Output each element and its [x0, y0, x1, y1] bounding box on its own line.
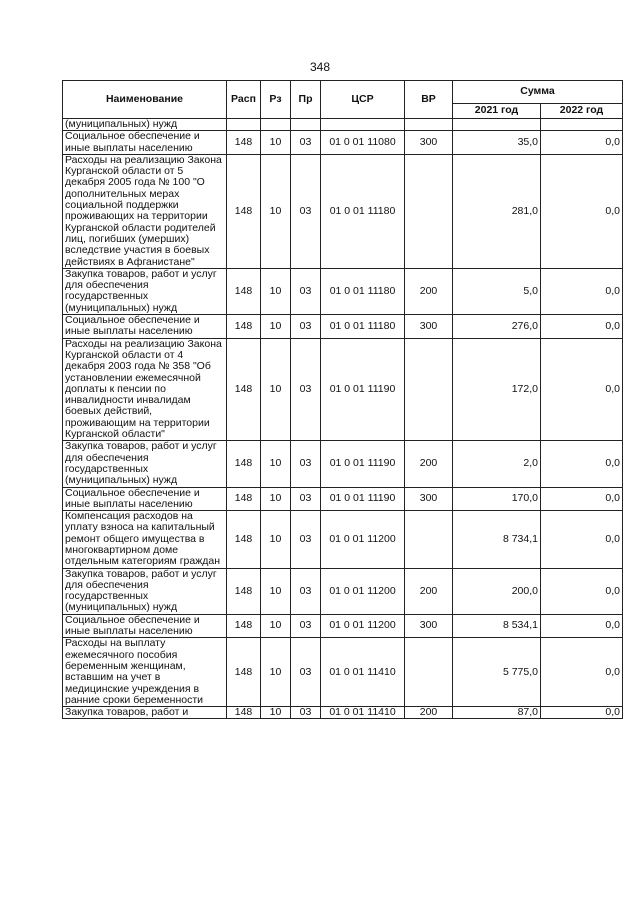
table-row — [63, 131, 623, 155]
table-header-row — [63, 81, 623, 104]
row-pr: 03 — [291, 707, 321, 719]
row-csr: 01 0 01 11200 — [321, 568, 405, 614]
row-rasp: 148 — [227, 614, 261, 638]
row-csr: 01 0 01 11410 — [321, 638, 405, 707]
row-sum-2022: 0,0 — [541, 131, 623, 155]
row-rz: 10 — [261, 614, 291, 638]
table-row — [63, 119, 623, 131]
row-name: Расходы на реализацию Закона Курганской области от 4 декабря 2003 года № 358 "Об установлении ежемесячной доплаты к пенсии по инвалидности инвалидам боевых действий, проживающим на территории Курганской области" — [63, 338, 227, 441]
header-2022: 2022 год — [541, 104, 623, 119]
row-rz: 10 — [261, 315, 291, 339]
row-pr: 03 — [291, 154, 321, 268]
row-pr — [291, 119, 321, 131]
row-csr: 01 0 01 11410 — [321, 707, 405, 719]
row-name: Социальное обеспечение и иные выплаты населению — [63, 487, 227, 511]
row-sum-2021: 5,0 — [453, 268, 541, 314]
row-vr — [405, 154, 453, 268]
row-vr: 300 — [405, 487, 453, 511]
table-row — [63, 315, 623, 339]
row-name: Социальное обеспечение и иные выплаты населению — [63, 131, 227, 155]
row-pr: 03 — [291, 315, 321, 339]
row-rz: 10 — [261, 441, 291, 487]
row-vr — [405, 511, 453, 568]
row-vr: 200 — [405, 568, 453, 614]
row-sum-2021: 87,0 — [453, 707, 541, 719]
row-name: (муниципальных) нужд — [63, 119, 227, 131]
header-rz: Рз — [261, 81, 291, 119]
row-pr: 03 — [291, 614, 321, 638]
row-name: Расходы на реализацию Закона Курганской области от 5 декабря 2005 года № 100 "О дополнительных мерах социальной поддержки проживающих на территории Курганской области родителей лиц, погибших (умерших) вследствие участия в боевых действиях в Афганистане" — [63, 154, 227, 268]
row-sum-2021 — [453, 119, 541, 131]
row-rz: 10 — [261, 268, 291, 314]
row-sum-2021: 170,0 — [453, 487, 541, 511]
row-rasp: 148 — [227, 511, 261, 568]
table-row — [63, 154, 623, 268]
row-vr — [405, 338, 453, 441]
row-csr: 01 0 01 11200 — [321, 614, 405, 638]
header-vr: ВР — [405, 81, 453, 119]
row-sum-2022: 0,0 — [541, 638, 623, 707]
row-vr: 200 — [405, 268, 453, 314]
row-rz — [261, 119, 291, 131]
row-rz: 10 — [261, 487, 291, 511]
row-csr — [321, 119, 405, 131]
table-row — [63, 338, 623, 441]
row-pr: 03 — [291, 511, 321, 568]
row-rasp — [227, 119, 261, 131]
row-sum-2021: 2,0 — [453, 441, 541, 487]
row-rasp: 148 — [227, 268, 261, 314]
row-name: Социальное обеспечение и иные выплаты населению — [63, 315, 227, 339]
row-rasp: 148 — [227, 338, 261, 441]
row-sum-2022 — [541, 119, 623, 131]
row-csr: 01 0 01 11190 — [321, 441, 405, 487]
row-sum-2021: 5 775,0 — [453, 638, 541, 707]
row-sum-2022: 0,0 — [541, 268, 623, 314]
row-name: Социальное обеспечение и иные выплаты населению — [63, 614, 227, 638]
header-csr: ЦСР — [321, 81, 405, 119]
row-sum-2021: 8 734,1 — [453, 511, 541, 568]
row-rz: 10 — [261, 131, 291, 155]
row-pr: 03 — [291, 268, 321, 314]
row-rz: 10 — [261, 154, 291, 268]
row-rz: 10 — [261, 511, 291, 568]
row-rz: 10 — [261, 338, 291, 441]
row-sum-2022: 0,0 — [541, 441, 623, 487]
row-csr: 01 0 01 11190 — [321, 487, 405, 511]
table-row — [63, 487, 623, 511]
row-rasp: 148 — [227, 568, 261, 614]
table-row — [63, 638, 623, 707]
budget-table — [62, 80, 623, 719]
row-name: Расходы на выплату ежемесячного пособия беременным женщинам, вставшим на учет в медицинские учреждения в ранние сроки беременности — [63, 638, 227, 707]
row-pr: 03 — [291, 131, 321, 155]
table-row — [63, 614, 623, 638]
row-pr: 03 — [291, 568, 321, 614]
row-sum-2022: 0,0 — [541, 707, 623, 719]
row-rasp: 148 — [227, 131, 261, 155]
row-pr: 03 — [291, 441, 321, 487]
table-row — [63, 707, 623, 719]
row-csr: 01 0 01 11190 — [321, 338, 405, 441]
row-rasp: 148 — [227, 315, 261, 339]
row-sum-2022: 0,0 — [541, 511, 623, 568]
row-sum-2021: 276,0 — [453, 315, 541, 339]
row-vr: 200 — [405, 441, 453, 487]
row-name: Закупка товаров, работ и — [63, 707, 227, 719]
row-vr — [405, 638, 453, 707]
row-vr — [405, 119, 453, 131]
row-csr: 01 0 01 11180 — [321, 268, 405, 314]
row-sum-2022: 0,0 — [541, 614, 623, 638]
header-rasp: Расп — [227, 81, 261, 119]
row-name: Компенсация расходов на уплату взноса на капитальный ремонт общего имущества в многоквартирном доме отдельным категориям граждан — [63, 511, 227, 568]
row-csr: 01 0 01 11180 — [321, 154, 405, 268]
row-name: Закупка товаров, работ и услуг для обеспечения государственных (муниципальных) нужд — [63, 441, 227, 487]
row-rasp: 148 — [227, 707, 261, 719]
row-rasp: 148 — [227, 441, 261, 487]
row-sum-2022: 0,0 — [541, 154, 623, 268]
row-sum-2021: 172,0 — [453, 338, 541, 441]
row-name: Закупка товаров, работ и услуг для обеспечения государственных (муниципальных) нужд — [63, 568, 227, 614]
row-vr: 200 — [405, 707, 453, 719]
row-pr: 03 — [291, 638, 321, 707]
page-number: 348 — [309, 60, 331, 74]
header-2021: 2021 год — [453, 104, 541, 119]
row-sum-2022: 0,0 — [541, 568, 623, 614]
row-pr: 03 — [291, 487, 321, 511]
row-sum-2021: 8 534,1 — [453, 614, 541, 638]
row-csr: 01 0 01 11200 — [321, 511, 405, 568]
row-rasp: 148 — [227, 487, 261, 511]
header-pr: Пр — [291, 81, 321, 119]
row-csr: 01 0 01 11180 — [321, 315, 405, 339]
table-row — [63, 568, 623, 614]
row-sum-2022: 0,0 — [541, 338, 623, 441]
row-name: Закупка товаров, работ и услуг для обеспечения государственных (муниципальных) нужд — [63, 268, 227, 314]
row-sum-2022: 0,0 — [541, 487, 623, 511]
row-rasp: 148 — [227, 154, 261, 268]
row-pr: 03 — [291, 338, 321, 441]
header-sum: Сумма — [453, 81, 623, 104]
row-rz: 10 — [261, 568, 291, 614]
row-sum-2021: 281,0 — [453, 154, 541, 268]
row-vr: 300 — [405, 131, 453, 155]
row-vr: 300 — [405, 614, 453, 638]
row-csr: 01 0 01 11080 — [321, 131, 405, 155]
table-row — [63, 441, 623, 487]
row-sum-2021: 35,0 — [453, 131, 541, 155]
row-sum-2022: 0,0 — [541, 315, 623, 339]
row-rasp: 148 — [227, 638, 261, 707]
row-vr: 300 — [405, 315, 453, 339]
table-row — [63, 268, 623, 314]
row-rz: 10 — [261, 638, 291, 707]
header-name: Наименование — [63, 81, 227, 119]
table-row — [63, 511, 623, 568]
row-rz: 10 — [261, 707, 291, 719]
row-sum-2021: 200,0 — [453, 568, 541, 614]
